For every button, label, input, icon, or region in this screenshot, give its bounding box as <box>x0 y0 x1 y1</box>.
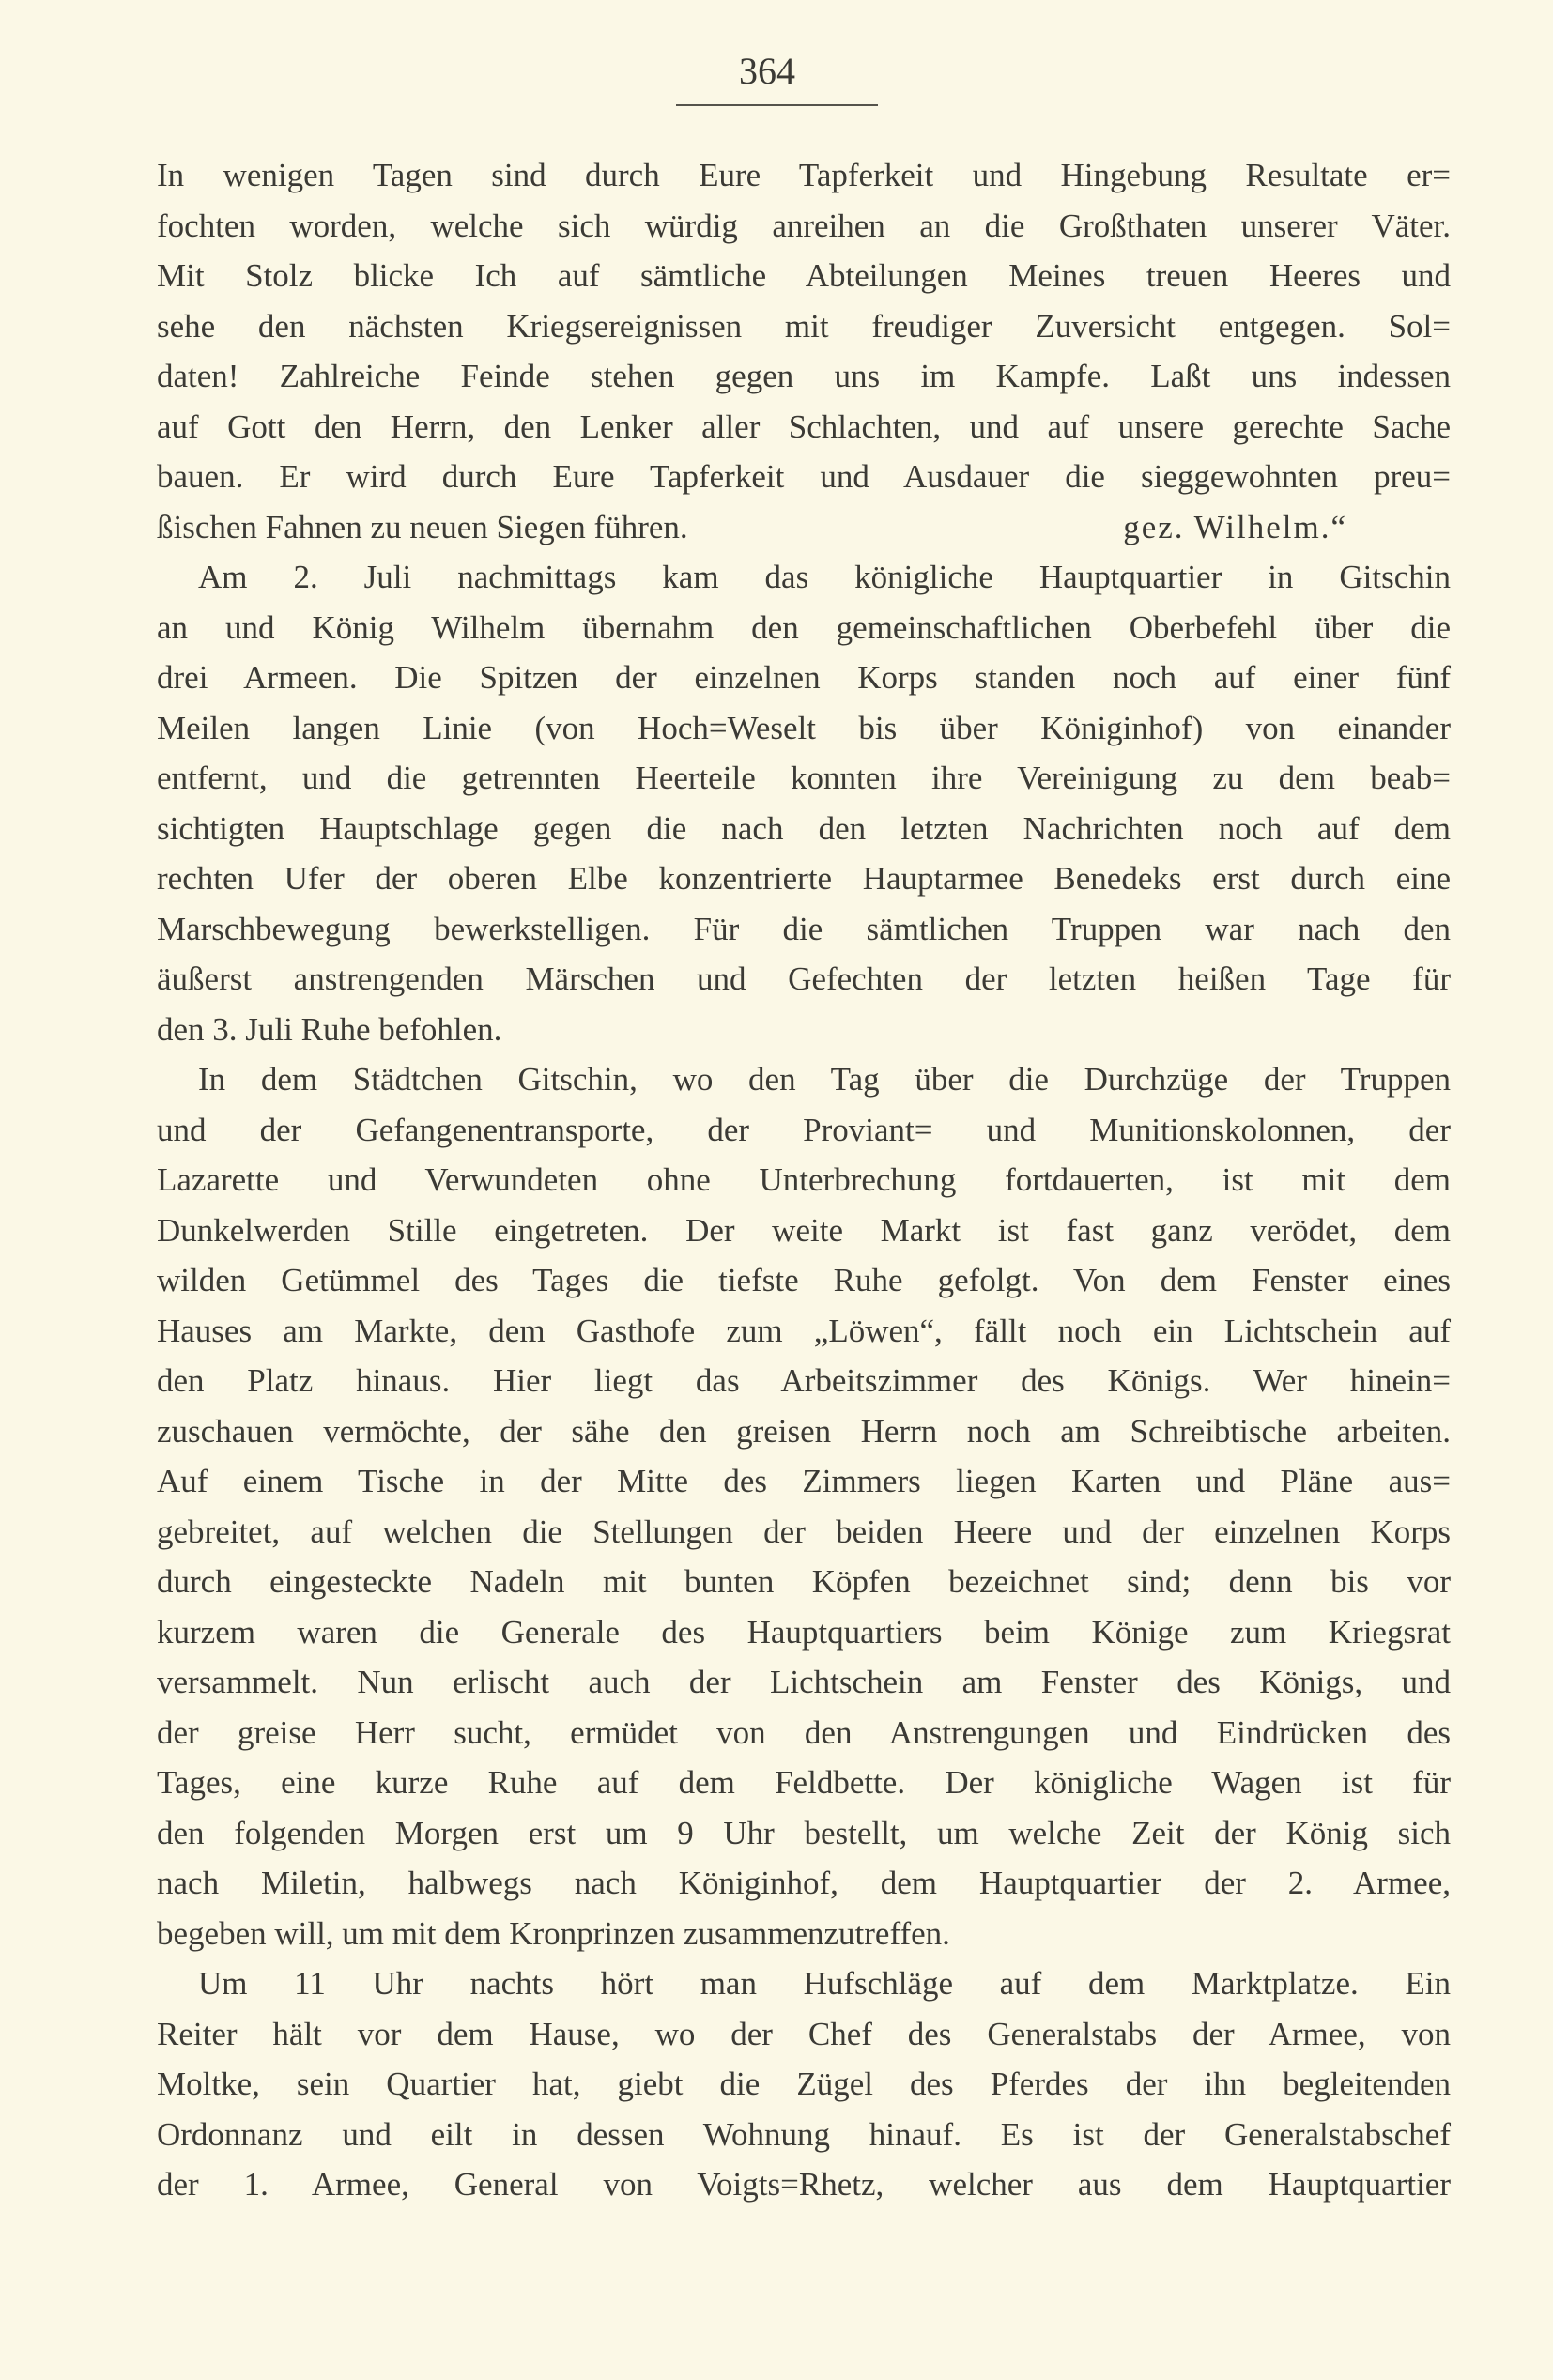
text-line: den Platz hinaus. Hier liegt das Arbeitszimmer des Königs. Wer hinein= <box>157 1362 1451 1399</box>
text-line: wilden Getümmel des Tages die tiefste Ruhe gefolgt. Von dem Fenster eines <box>157 1262 1451 1298</box>
text-line: Am 2. Juli nachmittags kam das königliche Hauptquartier in Gitschin <box>198 559 1451 595</box>
header-rule <box>676 104 878 106</box>
text-line: Meilen langen Linie (von Hoch=Weselt bis über Königinhof) von einander <box>157 709 1451 746</box>
text-line: nach Miletin, halbwegs nach Königinhof, dem Hauptquartier der 2. Armee, <box>157 1865 1451 1901</box>
text-line: zuschauen vermöchte, der sähe den greisen Herrn noch am Schreibtische arbeiten. <box>157 1412 1451 1450</box>
text-line: an und König Wilhelm übernahm den gemeinschaftlichen Oberbefehl über die <box>157 608 1451 646</box>
text-line: entfernt, und die getrennten Heerteile konnten ihre Vereinigung zu dem beab= <box>157 760 1451 796</box>
text-line: In wenigen Tagen sind durch Eure Tapferkeit und Hingebung Resultate er= <box>157 157 1451 193</box>
text-line: äußerst anstrengenden Märschen und Gefechten der letzten heißen Tage für <box>157 960 1451 997</box>
text-line: rechten Ufer der oberen Elbe konzentrierte Hauptarmee Benedeks erst durch eine <box>157 860 1451 897</box>
text-line: sichtigten Hauptschlage gegen die nach den letzten Nachrichten noch auf dem <box>157 809 1451 847</box>
text-line: und der Gefangenentransporte, der Proviant= und Munitionskolonnen, der <box>157 1111 1451 1148</box>
text-line: der greise Herr sucht, ermüdet von den Anstrengungen und Eindrücken des <box>157 1713 1451 1751</box>
text-line: gebreitet, auf welchen die Stellungen der beiden Heere und der einzelnen Korps <box>157 1512 1451 1550</box>
signature: gez. Wilhelm.“ <box>1123 508 1347 545</box>
text-line: der 1. Armee, General von Voigts=Rhetz, welcher aus dem Hauptquartier <box>157 2166 1451 2203</box>
text-line: auf Gott den Herrn, den Lenker aller Schlachten, und auf unsere gerechte Sache <box>157 407 1451 445</box>
text-line: Auf einem Tische in der Mitte des Zimmers liegen Karten und Pläne aus= <box>157 1463 1451 1499</box>
text-line: Mit Stolz blicke Ich auf sämtliche Abteilungen Meines treuen Heeres und <box>157 257 1451 294</box>
paragraph <box>157 150 1451 552</box>
text-line: In dem Städtchen Gitschin, wo den Tag über die Durchzüge der Truppen <box>198 1061 1451 1098</box>
text-line: Lazarette und Verwundeten ohne Unterbrechung fortdauerten, ist mit dem <box>157 1161 1451 1198</box>
text-line <box>157 502 1451 553</box>
paragraph <box>157 552 1451 1054</box>
text-line: daten! Zahlreiche Feinde stehen gegen uns im Kampfe. Laßt uns indessen <box>157 358 1451 394</box>
text-line: den folgenden Morgen erst um 9 Uhr bestellt, um welche Zeit der König sich <box>157 1814 1451 1851</box>
text-line: Moltke, sein Quartier hat, giebt die Zügel des Pferdes der ihn begleitenden <box>157 2065 1451 2102</box>
text-line: begeben will, um mit dem Kronprinzen zusammenzutreffen. <box>157 1914 950 1952</box>
text-line: Reiter hält vor dem Hause, wo der Chef des Generalstabs der Armee, von <box>157 2015 1451 2052</box>
paragraph <box>157 1054 1451 1958</box>
text-line: Um 11 Uhr nachts hört man Hufschläge auf dem Marktplatze. Ein <box>198 1965 1451 2002</box>
text-line: fochten worden, welche sich würdig anreihen an die Großthaten unserer Väter. <box>157 207 1451 244</box>
body-text <box>157 150 1451 2210</box>
text-line: kurzem waren die Generale des Hauptquartiers beim Könige zum Kriegsrat <box>157 1613 1451 1651</box>
text-line: bauen. Er wird durch Eure Tapferkeit und Ausdauer die sieggewohnten preu= <box>157 458 1451 495</box>
text-line: sehe den nächsten Kriegsereignissen mit freudiger Zuversicht entgegen. Sol= <box>157 307 1451 345</box>
text-line: Dunkelwerden Stille eingetreten. Der weite Markt ist fast ganz verödet, dem <box>157 1211 1451 1249</box>
text-line: versammelt. Nun erlischt auch der Lichtschein am Fenster des Königs, und <box>157 1664 1451 1700</box>
paragraph <box>157 1958 1451 2210</box>
text-line: Hauses am Markte, dem Gasthofe zum „Löwen“, fällt noch ein Lichtschein auf <box>157 1312 1451 1349</box>
text-line: durch eingesteckte Nadeln mit bunten Köpfen bezeichnet sind; denn bis vor <box>157 1563 1451 1600</box>
text-line: Tages, eine kurze Ruhe auf dem Feldbette. Der königliche Wagen ist für <box>157 1764 1451 1801</box>
closing-text: ßischen Fahnen zu neuen Siegen führen. <box>157 508 688 545</box>
text-line: Ordonnanz und eilt in dessen Wohnung hinauf. Es ist der Generalstabschef <box>157 2115 1451 2153</box>
text-line: den 3. Juli Ruhe befohlen. <box>157 1010 502 1048</box>
page-number: 364 <box>739 50 795 92</box>
text-line: Marschbewegung bewerkstelligen. Für die sämtlichen Truppen war nach den <box>157 910 1451 947</box>
text-line: drei Armeen. Die Spitzen der einzelnen Korps standen noch auf einer fünf <box>157 659 1451 696</box>
